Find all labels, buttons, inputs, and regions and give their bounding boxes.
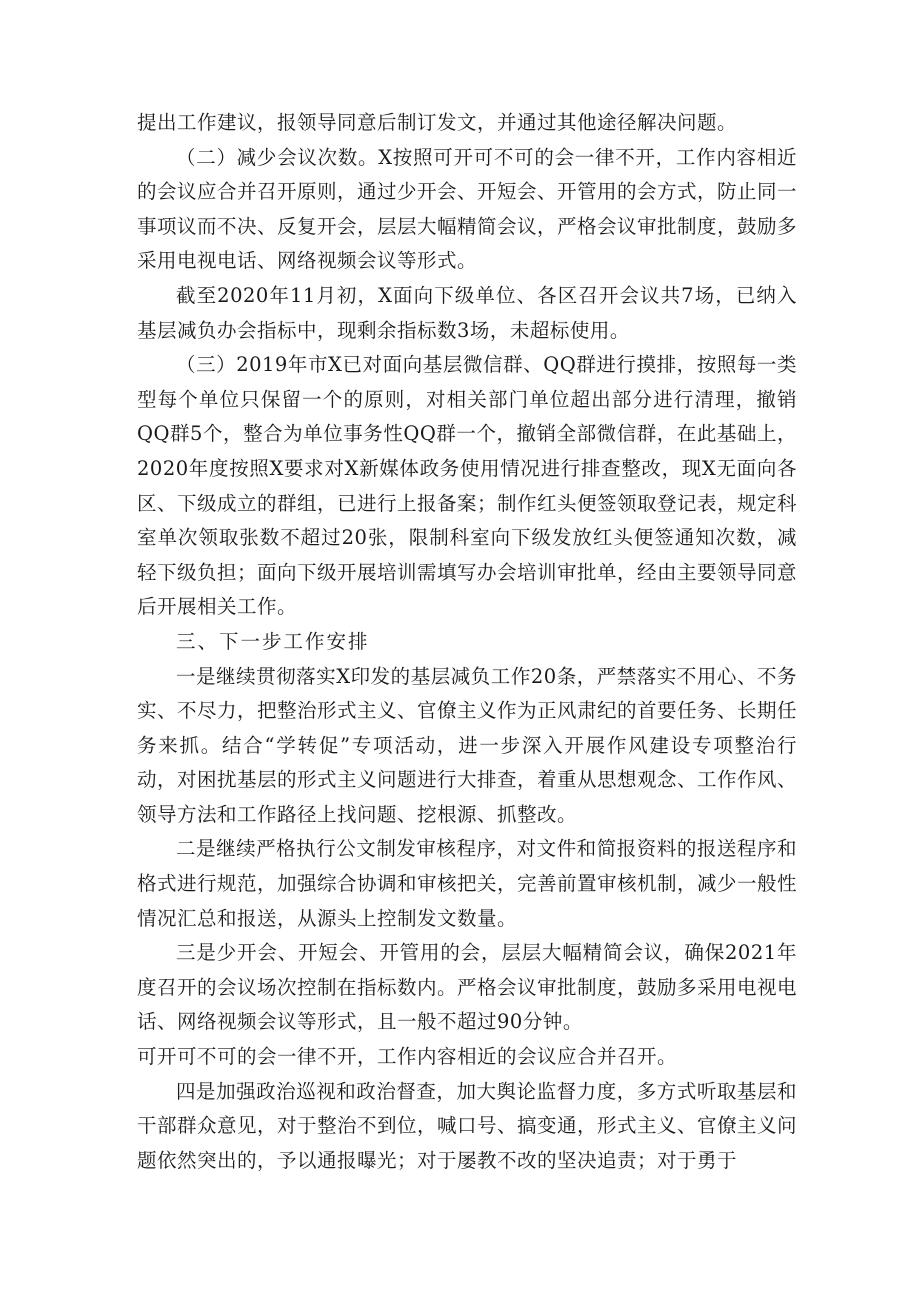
paragraph-group-cleanup: （三）2019年市X已对面向基层微信群、QQ群进行摸排，按照每一类型每个单位只保留一个的原则，对相关部门单位超出部分进行清理，撤销QQ群5个，整合为单位事务性QQ群一个，撤销全部微信群，在此基础上，2020年度按照X要求对X新媒体政务使用情况进行排查整改，现X无面向各区、下级成立的群组，已进行上报备案；制作红头便签领取登记表，规定科室单次领取张数不超过20张，限制科室向下级发放红头便签通知次数，减轻下级负担；面向下级开展培训需填写办会培训审批单，经由主要领导同意后开展相关工作。 [137, 353, 798, 619]
paragraph-step-four: 四是加强政治巡视和政治督查，加大舆论监督力度，多方式听取基层和干部群众意见，对于整治不到位，喊口号、搞变通，形式主义、官僚主义问题依然突出的，予以通报曝光；对于屡教不改的坚决追责；对于勇于 [137, 1079, 798, 1172]
paragraph-step-three: 三是少开会、开短会、开管用的会，层层大幅精简会议，确保2021年度召开的会议场次控制在指标数内。严格会议审批制度，鼓励多采用电视电话、网络视频会议等形式，且一般不超过90分钟。 [137, 941, 798, 1034]
document-page [137, 106, 797, 1178]
section-heading-next-steps: 三、下一步工作安排 [176, 629, 370, 653]
paragraph-step-one: 一是继续贯彻落实X印发的基层减负工作20条，严禁落实不用心、不务实、不尽力，把整治形式主义、官僚主义作为正风肃纪的首要任务、长期任务来抓。结合“学转促”专项活动，进一步深入开展作风建设专项整治行动，对困扰基层的形式主义问题进行大排查，着重从思想观念、工作作风、领导方法和工作路径上找问题、挖根源、抓整改。 [137, 664, 798, 826]
paragraph-continuation: 提出工作建议，报领导同意后制订发文，并通过其他途径解决问题。 [137, 111, 738, 134]
paragraph-step-two: 二是继续严格执行公文制发审核程序，对文件和简报资料的报送程序和格式进行规范，加强综合协调和审核把关，完善前置审核机制，减少一般性情况汇总和报送，从源头上控制发文数量。 [137, 837, 798, 930]
paragraph-reduce-meetings: （二）减少会议次数。X按照可开可不可的会一律不开，工作内容相近的会议应合并召开原则，通过少开会、开短会、开管用的会方式，防止同一事项议而不决、反复开会，层层大幅精简会议，严格会议审批制度，鼓励多采用电视电话、网络视频会议等形式。 [137, 145, 798, 273]
paragraph-meeting-stats: 截至2020年11月初，X面向下级单位、各区召开会议共7场，已纳入基层减负办会指标中，现剩余指标数3场，未超标使用。 [137, 283, 797, 342]
paragraph-meeting-rule: 可开可不可的会一律不开，工作内容相近的会议应合并召开。 [137, 1045, 678, 1069]
